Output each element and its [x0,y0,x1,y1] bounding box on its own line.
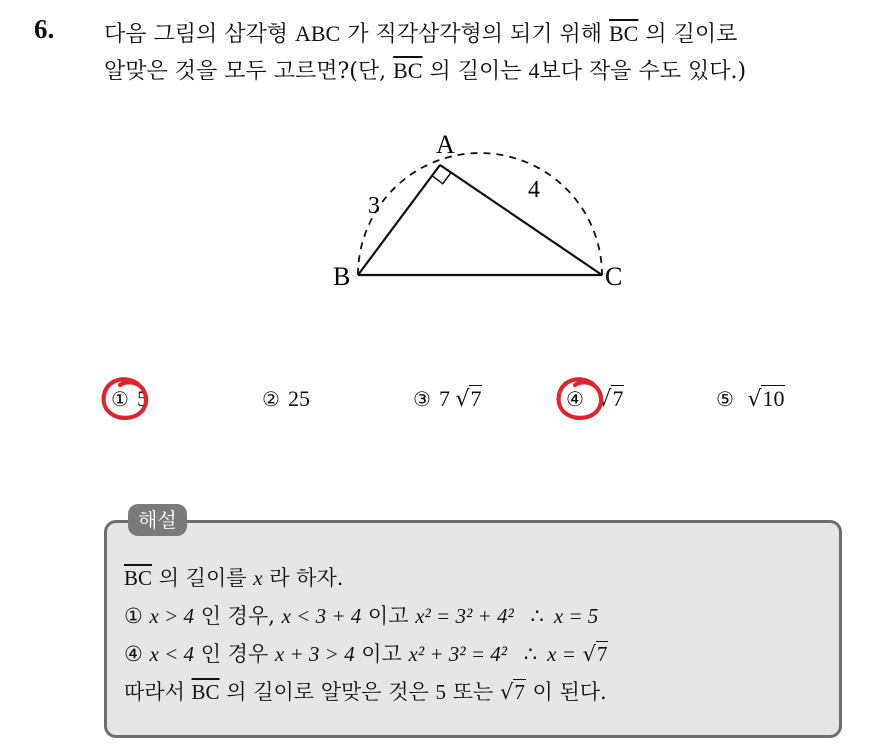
text: 이고 [354,642,409,666]
radicand: 10 [762,386,785,411]
vertex-b: B [333,262,351,291]
text: 의 길이로 알맞은 것은 [219,680,436,704]
solution-tag: 해설 [128,504,187,536]
question-number: 6. [34,14,55,44]
text: 따라서 [124,680,192,704]
text: 인 경우, [194,604,282,628]
therefore-symbol: ∴ [530,604,544,628]
choice-5[interactable] [716,386,785,412]
radicand: 7 [470,386,482,411]
solution-line-3 [124,638,844,668]
sqrt-7: √7 [499,680,525,704]
choice-3-coef: 7 [438,386,450,411]
choice-1[interactable] [111,386,148,412]
case-result: x = [547,642,576,666]
solution-line-4 [124,676,844,706]
triangle-name: ABC [295,21,341,46]
segment-bc: $\overline{BC}$ [191,680,220,704]
variable-x: x [253,566,263,590]
text: 라 하자. [262,566,344,590]
radicand: 7 [514,680,525,704]
choice-3-number: ③ [413,387,431,411]
side-ab-length: 3 [368,193,380,219]
case-result: x = 5 [553,604,599,628]
therefore-symbol: ∴ [523,642,538,666]
choice-4[interactable] [566,386,624,412]
question-text-1c: 의 길이로 [638,22,738,47]
sqrt-7: √7 [582,642,608,666]
case-condition: x > 4 [149,604,195,628]
vertex-a: A [436,130,455,159]
text: 이고 [361,604,416,628]
case-number: ④ [124,642,143,666]
triangle-inequality: x + 3 > 4 [274,642,355,666]
text: 의 길이를 [152,566,254,590]
text: 이 된다. [525,680,607,704]
triangle-inequality: x < 3 + 4 [281,604,362,628]
choice-3[interactable] [413,386,482,412]
question-text-2a: 알맞은 것을 모두 고르면?(단, [104,59,394,84]
sqrt-10: √10 [747,386,785,412]
case-number: ① [124,604,143,628]
text: 인 경우 [194,642,275,666]
side-ac [440,165,602,275]
case-condition: x < 4 [149,642,195,666]
segment-bc: $\overline{BC}$ [609,21,639,46]
question-text-1a: 다음 그림의 삼각형 [104,22,295,47]
choice-4-number: ④ [566,387,584,411]
choice-1-value: 5 [136,386,148,411]
solution-line-1 [124,562,844,592]
choice-2[interactable] [262,386,310,412]
dashed-semicircle [358,153,602,275]
segment-bc: $\overline{BC}$ [124,566,153,590]
question-text-2b: 의 길이는 [422,59,529,84]
radicand: 7 [612,386,624,411]
sqrt-7: √7 [597,386,624,412]
right-angle-mark [432,173,451,184]
choice-1-number: ① [111,387,129,411]
side-ac-length: 4 [528,177,540,203]
sqrt-7: √7 [455,386,482,412]
segment-bc-2: $\overline{BC}$ [393,58,423,83]
radicand: 7 [596,642,608,666]
number-four: 4 [528,58,540,83]
choice-2-value: 25 [287,386,310,411]
pythagoras-equation: x² = 3² + 4² [415,604,514,628]
choice-5-number: ⑤ [716,387,734,411]
text: 또는 [446,680,500,704]
triangle-figure [320,125,650,300]
question-text-2c: 보다 작을 수도 있다.) [539,59,747,84]
vertex-c: C [605,262,623,291]
question-text-1b: 가 직각삼각형의 되기 위해 [340,22,609,47]
solution-line-2 [124,600,844,630]
pythagoras-equation: x² + 3² = 4² [408,642,508,666]
choice-2-number: ② [262,387,280,411]
question-text [104,16,874,90]
answer-5: 5 [435,680,447,704]
